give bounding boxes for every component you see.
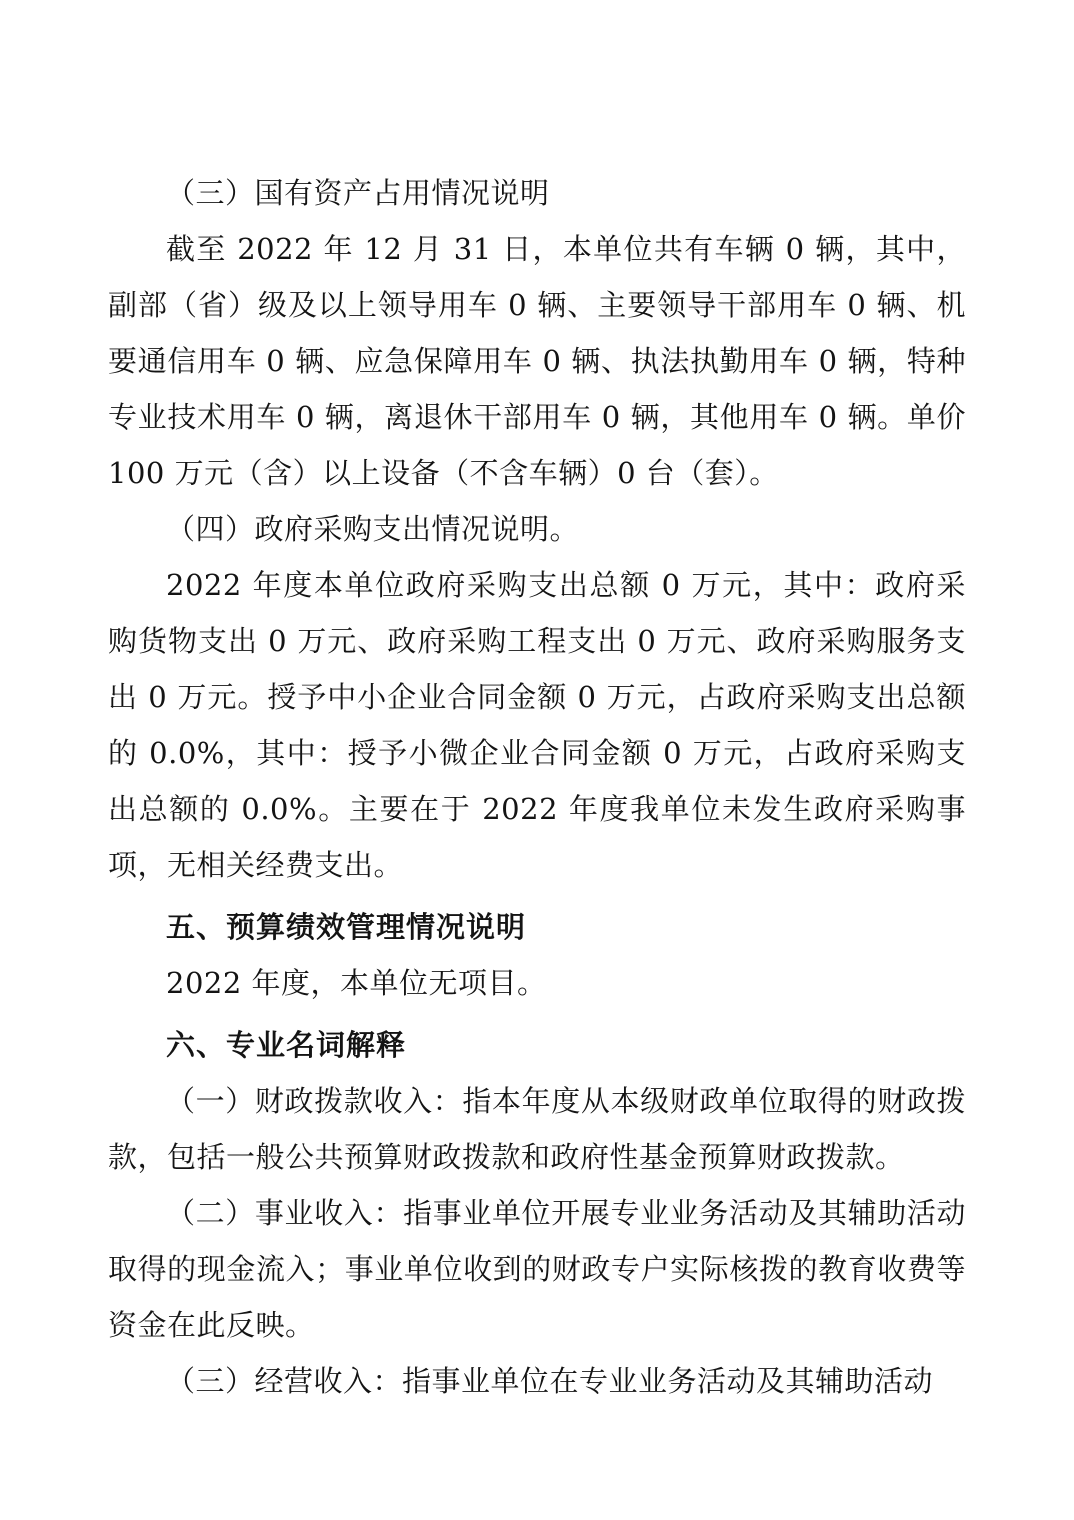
paragraph-term-operating-income: （三）经营收入：指事业单位在专业业务活动及其辅助活动 (166, 1364, 934, 1398)
section-heading-3: （三）国有资产占用情况说明 (166, 176, 550, 210)
section-heading-five: 五、预算绩效管理情况说明 (166, 910, 527, 944)
document-body (108, 165, 966, 1409)
paragraph-performance-management: 2022 年度，本单位无项目。 (166, 966, 547, 1000)
section-heading-six: 六、专业名词解释 (166, 1028, 407, 1062)
paragraph-term-fiscal-appropriation: （一）财政拨款收入：指本年度从本级财政单位取得的财政拨款，包括一般公共预算财政拨款和政府性基金预算财政拨款。 (108, 1084, 966, 1174)
paragraph-state-assets: 截至 2022 年 12 月 31 日，本单位共有车辆 0 辆，其中，副部（省）级及以上领导用车 0 辆、主要领导干部用车 0 辆、机要通信用车 0 辆、应急保障用车 0 辆、执法执勤用车 0 辆，特种专业技术用车 0 辆，离退休干部用车 0 辆，其他用车 0 辆。单价 100 万元（含）以上设备（不含车辆）0 台（套）。 (108, 232, 966, 490)
paragraph-government-procurement: 2022 年度本单位政府采购支出总额 0 万元，其中：政府采购货物支出 0 万元、政府采购工程支出 0 万元、政府采购服务支出 0 万元。授予中小企业合同金额 0 万元，占政府采购支出总额的 0.0%，其中：授予小微企业合同金额 0 万元，占政府采购支出总额的 0.0%。主要在于 2022 年度我单位未发生政府采购事项，无相关经费支出。 (108, 568, 966, 882)
section-heading-4: （四）政府采购支出情况说明。 (166, 512, 580, 546)
paragraph-term-business-income: （二）事业收入：指事业单位开展专业业务活动及其辅助活动取得的现金流入；事业单位收到的财政专户实际核拨的教育收费等资金在此反映。 (108, 1196, 966, 1342)
